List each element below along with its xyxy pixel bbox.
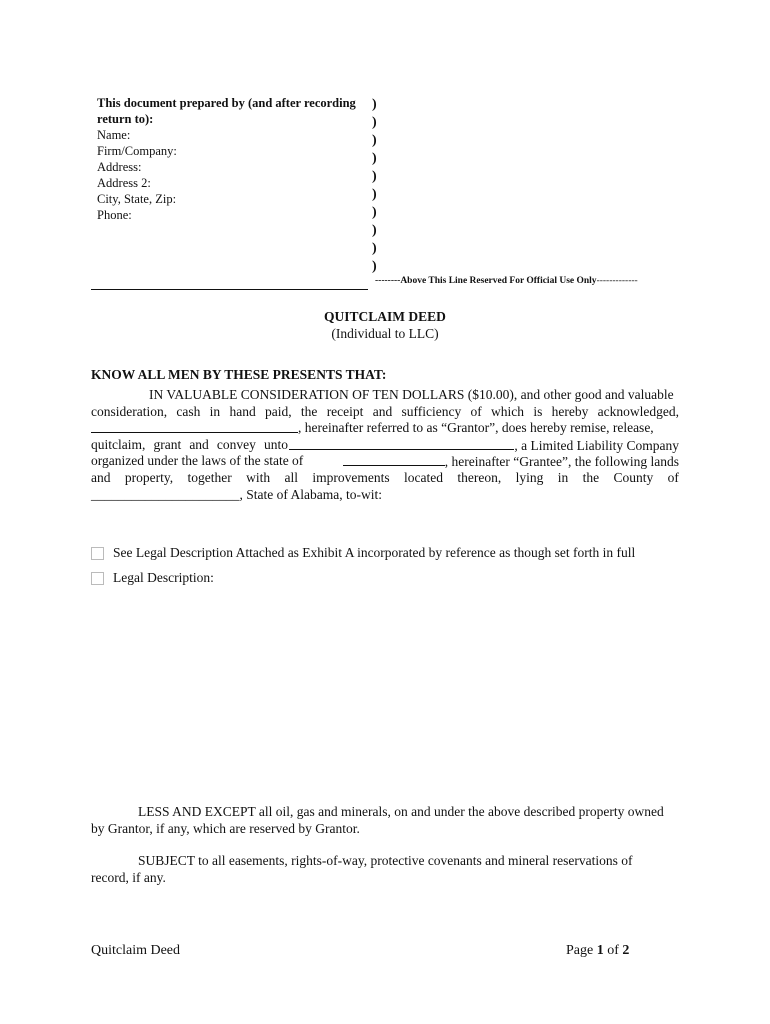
page-word: Page [566, 943, 594, 958]
para-word: the [582, 469, 600, 485]
exhibit-checkbox[interactable] [91, 547, 104, 560]
para-word: with [246, 469, 271, 485]
para-word: and [189, 436, 209, 452]
grantee-blank[interactable] [289, 437, 514, 450]
field-address: Address: [97, 160, 142, 174]
para-word: hand [229, 403, 256, 419]
paren: ) [372, 187, 377, 202]
para-word: is [533, 403, 543, 419]
return-to-heading: return to): [97, 112, 154, 126]
para-word: County [613, 469, 654, 485]
para-word: all [284, 469, 298, 485]
paren: ) [372, 169, 377, 184]
clause-line: LESS AND EXCEPT all oil, gas and minerals, on and under the above described property owned [138, 804, 664, 819]
para-word: improvements [312, 469, 390, 485]
para-word: in [557, 469, 569, 485]
footer-title: Quitclaim Deed [91, 943, 181, 958]
field-city-state-zip: City, State, Zip: [97, 192, 177, 206]
paren: ) [372, 241, 377, 256]
header-rule [91, 289, 368, 290]
para-word: receipt [326, 403, 364, 419]
para-word: unto [263, 436, 288, 452]
para-text: , a Limited Liability Company [514, 437, 679, 453]
consideration-paragraph [91, 387, 679, 503]
exhibit-checkbox-label: See Legal Description Attached as Exhibit A incorporated by reference as though set forth in full [113, 545, 636, 560]
reserved-line [375, 276, 638, 286]
field-firm: Firm/Company: [97, 144, 177, 158]
para-word: lying [515, 469, 544, 485]
reserved-text: Above This Line Reserved For Official Use Only [400, 276, 597, 286]
paren: ) [372, 205, 377, 220]
state-blank[interactable] [343, 453, 445, 466]
paren: ) [372, 259, 377, 274]
field-name: Name: [97, 128, 131, 142]
clause-line: by Grantor, if any, which are reserved by Grantor. [91, 821, 360, 836]
para-line [91, 387, 679, 404]
reserved-dashes-left: -------- [375, 276, 401, 286]
document-subtitle: (Individual to LLC) [331, 326, 439, 341]
para-word: located [403, 469, 443, 485]
para-word: cash [176, 403, 201, 419]
legal-checkbox-row[interactable] [91, 570, 214, 586]
para-text: organized under the laws of the state of [91, 453, 304, 469]
grantor-blank[interactable] [91, 420, 298, 433]
legal-description-label: Legal Description: [113, 570, 214, 585]
field-phone: Phone: [97, 208, 132, 222]
para-word: convey [216, 436, 256, 452]
para-word: of [667, 469, 679, 485]
reserved-dashes-right: ------------- [596, 276, 638, 286]
para-words [91, 437, 288, 454]
para-word: quitclaim, [91, 436, 146, 452]
paren: ) [372, 223, 377, 238]
know-all-men-heading: KNOW ALL MEN BY THESE PRESENTS THAT: [91, 367, 387, 382]
footer-page-number [566, 943, 629, 959]
prepared-by-block [97, 95, 367, 223]
paren: ) [372, 151, 377, 166]
paren: ) [372, 115, 377, 130]
state-group [343, 453, 679, 470]
para-line [91, 420, 679, 437]
para-word: thereon, [457, 469, 502, 485]
para-word: consideration, [91, 403, 168, 419]
prepared-by-heading: This document prepared by (and after recording [97, 96, 356, 110]
para-text: , hereinafter referred to as “Grantor”, does hereby remise, release, [298, 420, 654, 436]
document-title: QUITCLAIM DEED [324, 309, 446, 324]
exhibit-checkbox-row[interactable] [91, 545, 635, 561]
para-word: of [470, 403, 482, 419]
para-line [91, 453, 679, 470]
para-word: together [187, 469, 232, 485]
para-word: property, [124, 469, 174, 485]
para-line-justified [91, 404, 679, 421]
para-word: sufficiency [401, 403, 462, 419]
para-line-justified [91, 470, 679, 487]
field-address-2: Address 2: [97, 176, 151, 190]
page-current: 1 [596, 943, 604, 958]
para-line [91, 437, 679, 454]
subject-to-clause [91, 852, 681, 886]
clause-line: record, if any. [91, 870, 166, 885]
para-word: the [300, 403, 318, 419]
para-line [91, 487, 679, 504]
page-total: 2 [622, 943, 630, 958]
clause-line: SUBJECT to all easements, rights-of-way, protective covenants and mineral reservations of [138, 853, 633, 868]
para-word: grant [153, 436, 182, 452]
para-word: and [372, 403, 393, 419]
para-word: and [91, 469, 111, 485]
less-and-except-clause [91, 803, 681, 837]
para-text: IN VALUABLE CONSIDERATION OF TEN DOLLARS ($10.00), and other good and valuable [149, 387, 674, 402]
para-word: in [209, 403, 221, 419]
county-line: ______________________, State of Alabama, to-wit: [91, 486, 382, 502]
paren: ) [372, 97, 377, 112]
para-text: , hereinafter “Grantee”, the following lands [444, 454, 679, 470]
para-word: hereby [551, 403, 589, 419]
legal-description-checkbox[interactable] [91, 572, 104, 585]
paren-column [372, 96, 384, 276]
of-word: of [607, 943, 619, 958]
grantee-group [289, 437, 679, 454]
para-word: which [491, 403, 525, 419]
para-word: paid, [265, 403, 292, 419]
paren: ) [372, 133, 377, 148]
para-word: acknowledged, [597, 403, 679, 419]
